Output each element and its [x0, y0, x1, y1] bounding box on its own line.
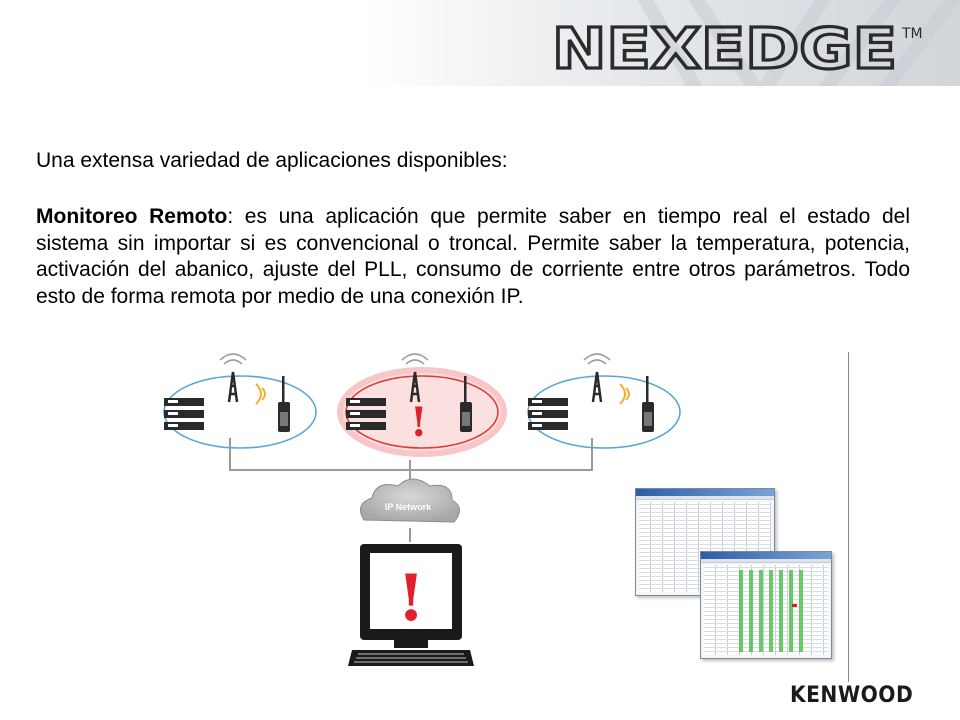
- logo-wordmark-text: NEXEDGE: [552, 18, 897, 74]
- tower-icon: [220, 354, 246, 402]
- monitor-alert-mark: !: [396, 561, 426, 636]
- ip-network-label: IP Network: [384, 502, 432, 512]
- repeater-stack-icon: [528, 398, 568, 430]
- feature-name: Monitoreo Remoto: [36, 205, 228, 228]
- radio-handset-icon: [256, 376, 290, 432]
- intro-heading: Una extensa variedad de aplicaciones disponibles:: [36, 149, 508, 172]
- alarm-indicator: [792, 604, 797, 607]
- feature-description: : es una aplicación que permite saber en tiempo real el estado del sistema sin importar si es convencional o troncal. Permite saber la temperatura, potencia, activación del abanico, ajuste del PLL, consumo de corriente entre otros parámetros. Todo esto de forma remota por medio de una conexión IP.: [36, 205, 910, 308]
- window-menubar: [701, 559, 831, 563]
- site-alert-mark: !: [410, 399, 428, 446]
- window-menubar: [636, 496, 774, 500]
- nexedge-logo: [552, 18, 932, 74]
- ip-network-cloud: [360, 479, 459, 522]
- radio-handset-icon: [620, 376, 654, 432]
- repeater-stack-icon: [164, 398, 204, 430]
- site-alarm-center: [340, 354, 504, 454]
- kenwood-logo: KENWOOD: [790, 683, 914, 708]
- status-indicators: [739, 570, 809, 652]
- site-normal-left: [164, 354, 316, 448]
- tower-icon: [584, 354, 610, 402]
- monitor-workstation-icon: [348, 544, 474, 666]
- trademark-mark: TM: [902, 26, 923, 42]
- window-titlebar: [701, 552, 831, 559]
- monitor-app-window-front: [700, 551, 832, 659]
- site-normal-right: [528, 354, 680, 448]
- repeater-stack-icon: [346, 398, 386, 430]
- header-banner: [0, 0, 960, 86]
- body-paragraph: [36, 204, 910, 310]
- window-titlebar: [636, 489, 774, 496]
